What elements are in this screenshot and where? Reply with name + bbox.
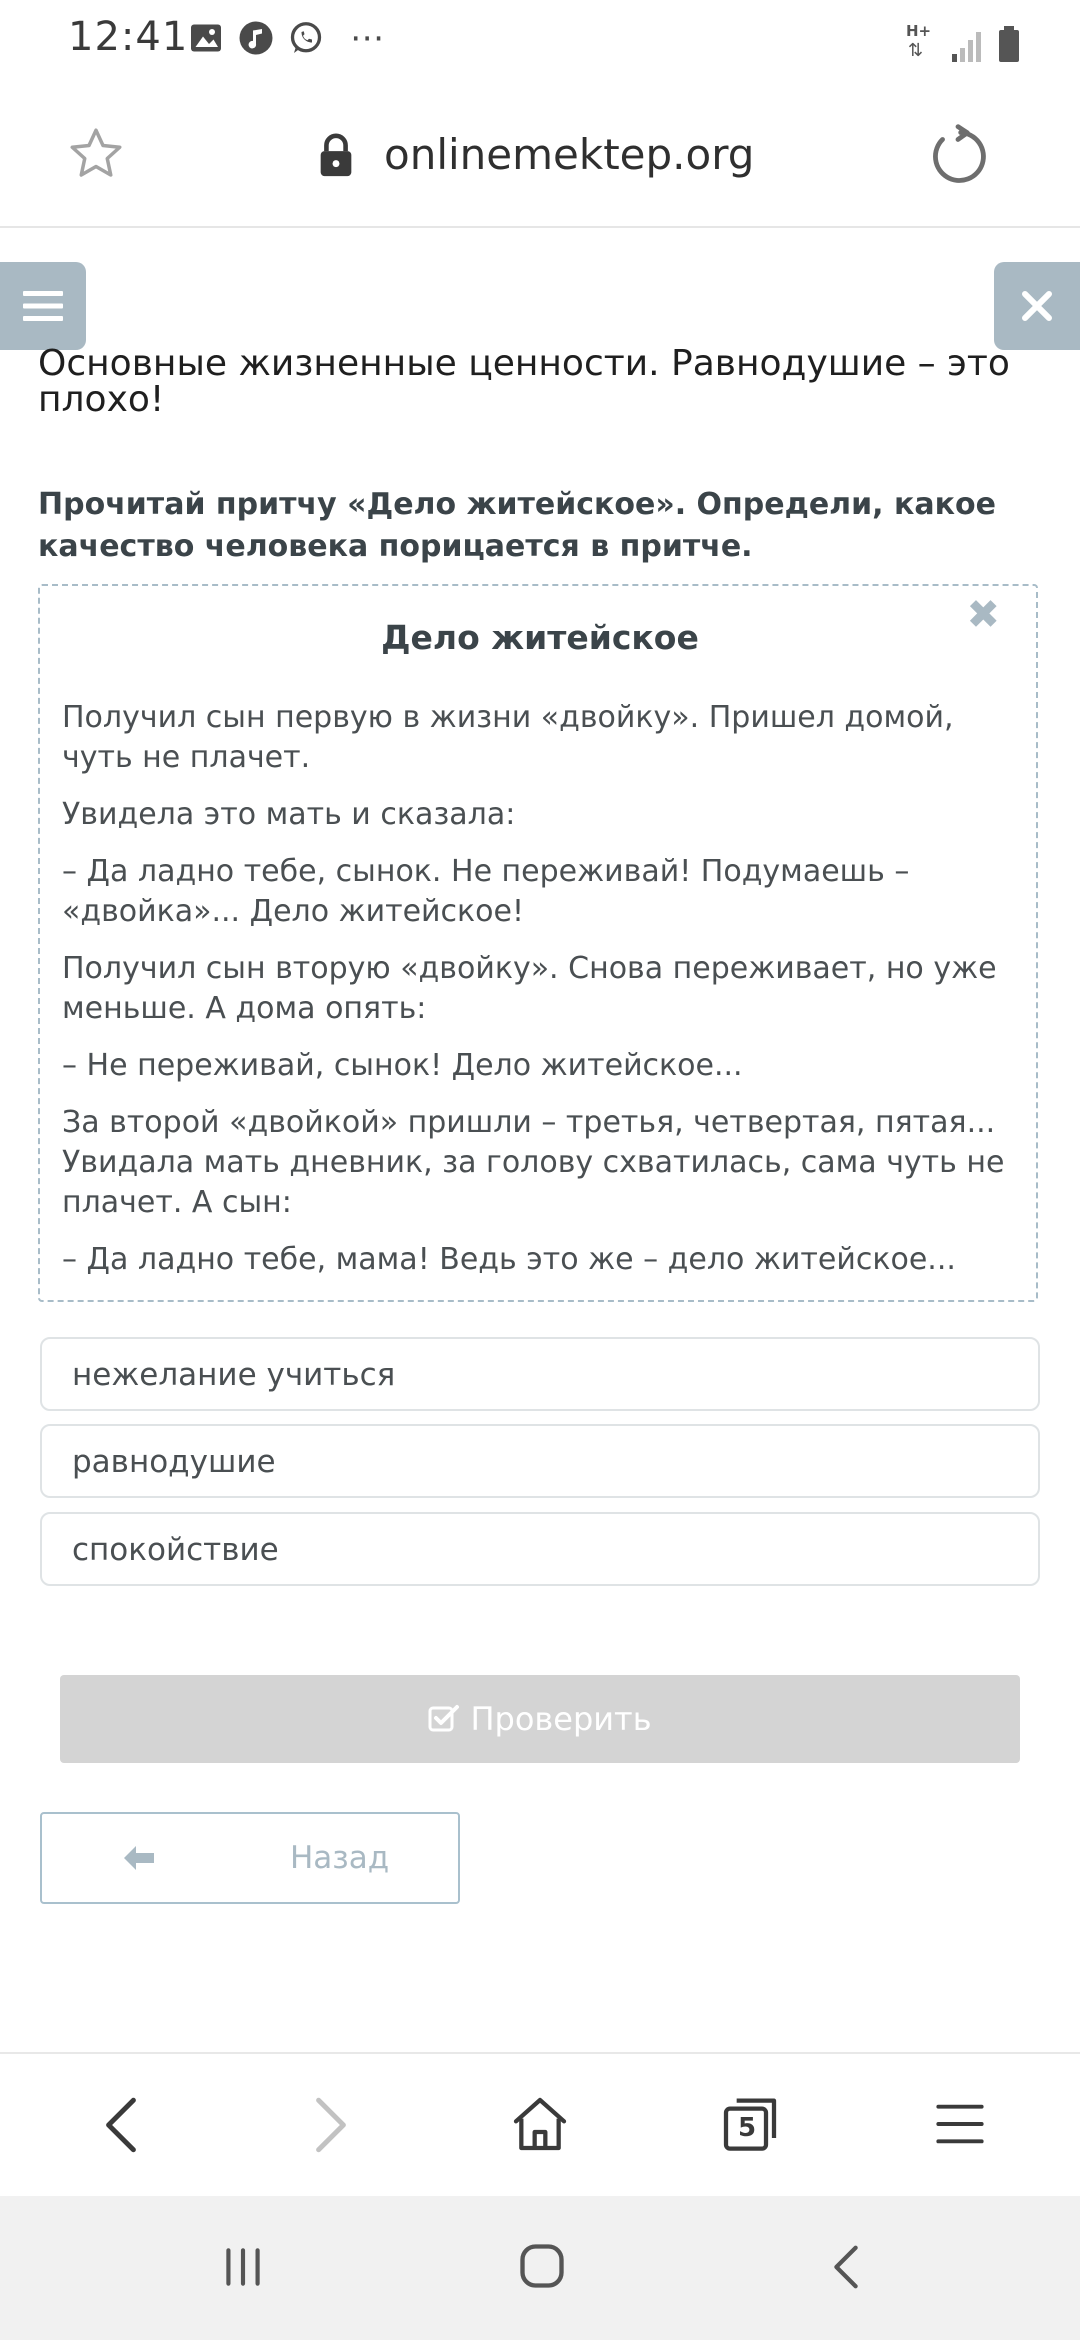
tabs-icon[interactable] xyxy=(718,2090,782,2154)
browser-menu-icon[interactable] xyxy=(934,2098,986,2150)
answer-option[interactable]: нежелание учиться xyxy=(40,1337,1040,1411)
parable-title: Дело житейское xyxy=(381,618,699,657)
status-time: 12:41 xyxy=(68,14,189,60)
parable-box xyxy=(38,584,1038,1302)
close-lesson-button[interactable] xyxy=(994,262,1080,350)
network-type-icon: H+ ⇅ xyxy=(906,22,932,61)
parable-paragraph: – Да ладно тебе, сынок. Не переживай! Подумаешь – «двойка»... Дело житейское! xyxy=(62,854,910,929)
home-icon[interactable] xyxy=(508,2092,572,2156)
url-text[interactable]: onlinemektep.org xyxy=(384,130,755,179)
system-home-icon[interactable] xyxy=(516,2240,568,2292)
answer-option[interactable]: спокойствие xyxy=(40,1512,1040,1586)
arrow-left-icon xyxy=(122,1844,156,1872)
reload-icon[interactable] xyxy=(926,124,990,188)
tabs-count: 5 xyxy=(737,2113,757,2143)
browser-bottom-nav xyxy=(0,2052,1080,2198)
more-icon: ⋯ xyxy=(350,18,384,58)
back-button-label: Назад xyxy=(290,1840,390,1876)
question-text: Прочитай притчу «Дело житейское». Определи, какое качество человека порицается в притче. xyxy=(38,487,996,564)
parable-paragraph: – Не переживай, сынок! Дело житейское... xyxy=(62,1048,743,1083)
whatsapp-icon xyxy=(288,20,324,56)
parable-close-icon[interactable]: ✖ xyxy=(966,592,1000,638)
system-back-icon[interactable] xyxy=(826,2242,866,2292)
browser-back-icon[interactable] xyxy=(96,2094,146,2156)
browser-url-bar xyxy=(0,80,1080,228)
close-icon xyxy=(1020,289,1054,323)
parable-paragraph: Получил сын первую в жизни «двойку». Пришел домой, чуть не плачет. xyxy=(62,700,954,775)
back-button[interactable] xyxy=(40,1812,460,1904)
parable-paragraph: Получил сын вторую «двойку». Снова переживает, но уже меньше. А дома опять: xyxy=(62,951,997,1026)
menu-button[interactable] xyxy=(0,262,86,350)
check-button[interactable] xyxy=(60,1675,1020,1763)
system-nav-bar xyxy=(0,2196,1080,2340)
checkbox-check-icon xyxy=(428,1704,460,1734)
signal-icon xyxy=(950,28,984,62)
recent-apps-icon[interactable] xyxy=(218,2242,268,2292)
parable-paragraph: За второй «двойкой» пришли – третья, четвертая, пятая... Увидала мать дневник, за голову схватилась, сама чуть не плачет. А сын: xyxy=(62,1105,1005,1220)
status-right-icons xyxy=(906,22,1020,62)
hamburger-icon xyxy=(23,289,63,323)
image-icon xyxy=(188,20,224,56)
parable-paragraph: – Да ладно тебе, мама! Ведь это же – дело житейское... xyxy=(62,1242,956,1277)
parable-paragraph: Увидела это мать и сказала: xyxy=(62,797,516,832)
status-bar xyxy=(0,0,1080,80)
music-icon xyxy=(238,20,274,56)
lock-icon xyxy=(316,132,356,178)
parable-text xyxy=(62,698,1012,1297)
star-icon[interactable] xyxy=(66,124,126,184)
network-label: H+ xyxy=(906,22,932,40)
lesson-title: Основные жизненные ценности. Равнодушие – это плохо! xyxy=(38,343,1010,420)
battery-icon xyxy=(998,26,1020,62)
browser-forward-icon[interactable] xyxy=(306,2094,356,2156)
answer-option[interactable]: равнодушие xyxy=(40,1424,1040,1498)
check-button-label: Проверить xyxy=(470,1700,652,1738)
